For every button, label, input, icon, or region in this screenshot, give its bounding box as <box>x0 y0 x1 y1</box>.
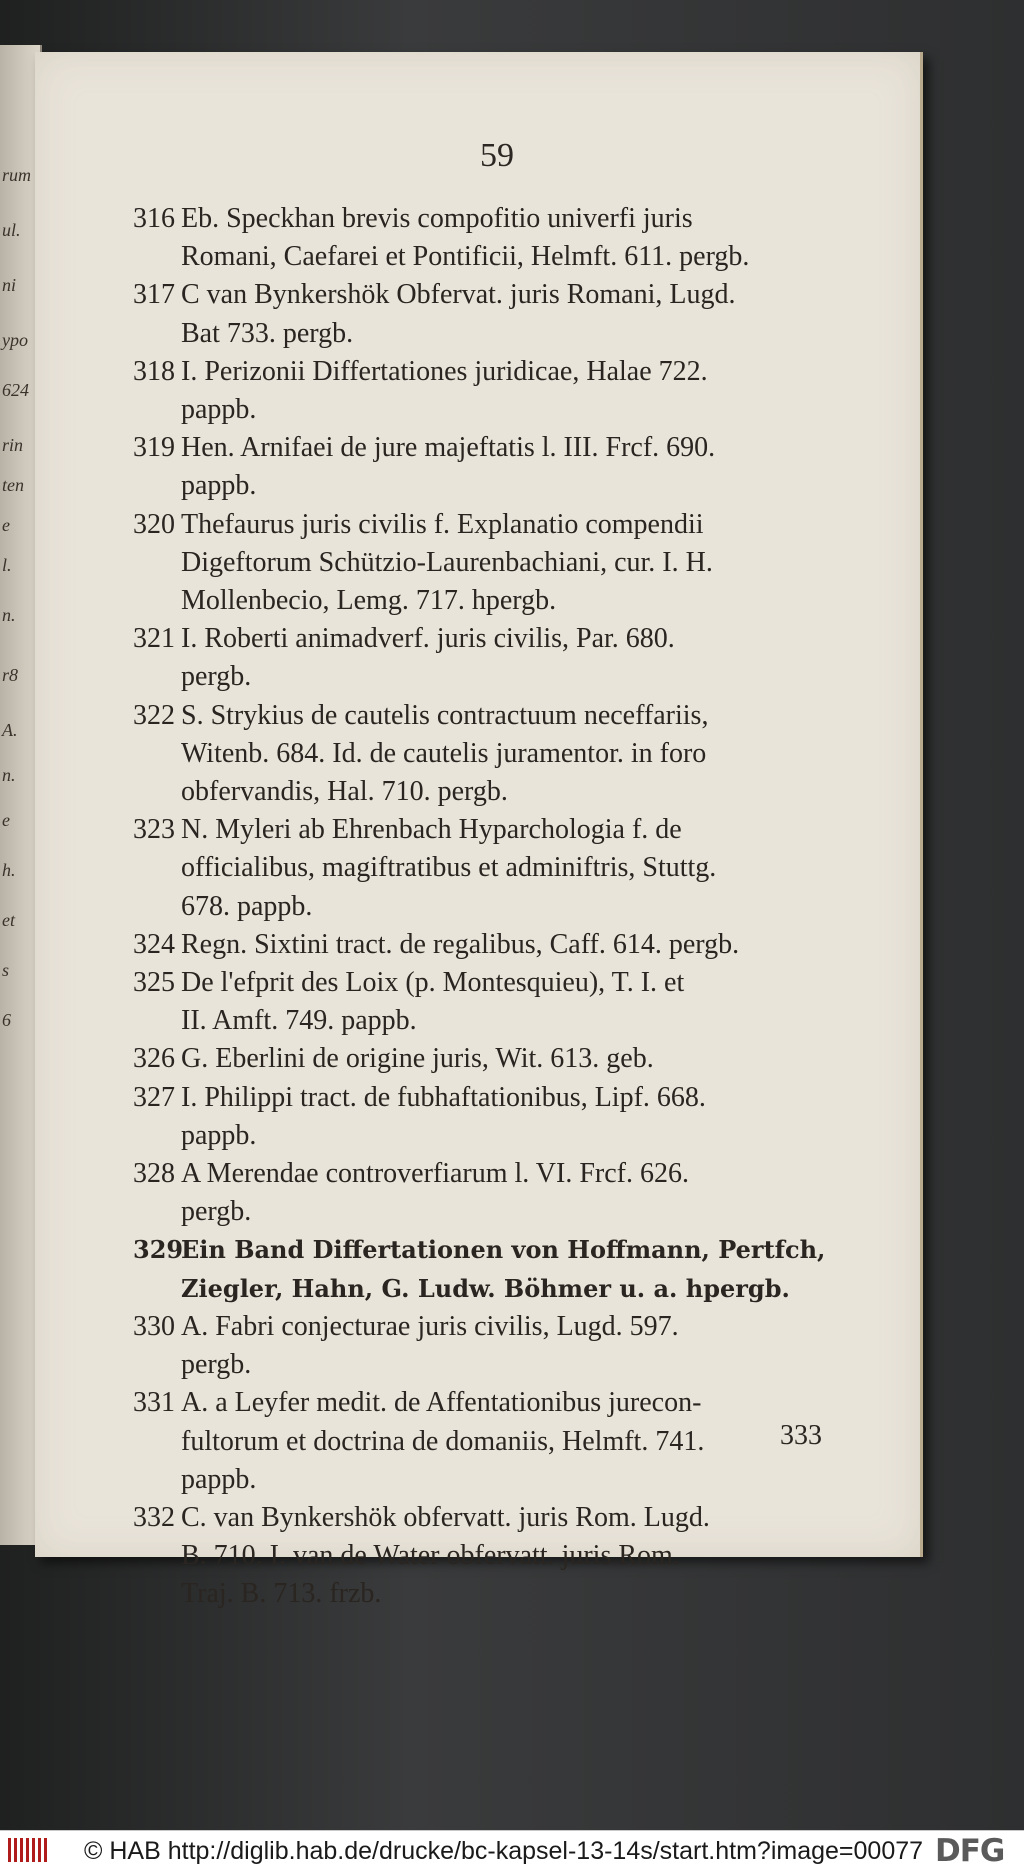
catchword: 333 <box>780 1420 822 1451</box>
margin-fragment: et <box>2 910 15 930</box>
entry-line: pergb. <box>181 661 252 693</box>
entry-line: Hen. Arnifaei de jure majeftatis l. III. Frcf. 690. <box>181 432 716 464</box>
catalog-entry <box>133 200 858 276</box>
catalog-entry <box>133 1231 858 1307</box>
entry-line: S. Strykius de cautelis contractuum neceffariis, <box>181 699 709 731</box>
entry-line: A. a Leyfer medit. de Affentationibus jurecon- <box>181 1387 702 1419</box>
catalog-entry <box>133 429 858 505</box>
entry-number: 324 <box>133 928 175 960</box>
entry-line: II. Amft. 749. pappb. <box>181 1005 417 1037</box>
footer-bar <box>0 1830 1024 1869</box>
entry-line: Ziegler, Hahn, G. Ludw. Böhmer u. a. hpergb. <box>181 1273 790 1303</box>
entry-line: Romani, Caefarei et Pontificii, Helmft. 611. pergb. <box>181 241 750 273</box>
entry-number: 318 <box>133 355 175 387</box>
entry-line: Mollenbecio, Lemg. 717. hpergb. <box>181 585 557 617</box>
margin-fragment: 624 <box>2 380 29 400</box>
entry-number: 316 <box>133 203 175 234</box>
entry-line: N. Myleri ab Ehrenbach Hyparchologia f. de <box>181 814 682 846</box>
entry-line: Witenb. 684. Id. de cautelis juramentor. in foro <box>181 737 707 769</box>
entry-line: Eb. Speckhan brevis compofitio univerfi juris <box>181 203 693 234</box>
margin-fragment: s <box>2 960 10 980</box>
catalog-entries <box>133 200 858 1614</box>
catalog-entry <box>133 811 858 926</box>
entry-line: A Merendae controverfiarum l. VI. Frcf. 626. <box>181 1158 689 1190</box>
entry-line: Thefaurus juris civilis f. Explanatio compendii <box>181 508 704 540</box>
entry-line: Regn. Sixtini tract. de regalibus, Caff. 614. pergb. <box>181 928 740 960</box>
entry-line: I. Perizonii Differtationes juridicae, Halae 722. <box>181 355 708 387</box>
margin-fragment: rin <box>2 435 24 455</box>
margin-fragment: ypo <box>2 330 28 350</box>
catalog-entry <box>133 1384 858 1499</box>
source-url[interactable]: © HAB http://diglib.hab.de/drucke/bc-kapsel-13-14s/start.htm?image=00077 <box>84 1837 924 1865</box>
entry-line: I. Roberti animadverf. juris civilis, Par. 680. <box>181 623 675 655</box>
entry-line: B. 710. I. van de Water obfervatt. juris Rom. <box>181 1540 680 1572</box>
entry-number: 330 <box>133 1310 175 1342</box>
dfg-logo: DFG <box>935 1833 1005 1869</box>
entry-number: 323 <box>133 814 175 846</box>
margin-fragment: n. <box>2 765 16 785</box>
catalog-entry <box>133 697 858 812</box>
entry-line: pappb. <box>181 1463 257 1495</box>
entry-number: 325 <box>133 967 175 999</box>
entry-number: 317 <box>133 279 175 311</box>
catalog-entry <box>133 1499 858 1614</box>
entry-line: 678. pappb. <box>181 890 313 922</box>
catalog-entry <box>133 506 858 621</box>
entry-line: pappb. <box>181 394 257 426</box>
margin-fragment: e <box>2 515 10 535</box>
entry-line: fultorum et doctrina de domaniis, Helmft. 741. <box>181 1425 705 1457</box>
margin-fragment: ni <box>2 275 17 295</box>
entry-number: 326 <box>133 1043 175 1075</box>
book-page <box>35 52 923 1610</box>
entry-number: 327 <box>133 1081 175 1113</box>
entry-line: officialibus, magiftratibus et adminiftris, Stuttg. <box>181 852 717 884</box>
barcode-icon <box>8 1838 48 1862</box>
catalog-entry <box>133 926 858 964</box>
catalog-entry <box>133 1308 858 1384</box>
entry-number: 321 <box>133 623 175 655</box>
entry-number: 329 <box>133 1235 184 1265</box>
catalog-entry <box>133 1155 858 1231</box>
entry-line: I. Philippi tract. de fubhaftationibus, Lipf. 668. <box>181 1081 706 1113</box>
entry-line: pappb. <box>181 1119 257 1151</box>
catalog-entry <box>133 620 858 696</box>
entry-line: G. Eberlini de origine juris, Wit. 613. geb. <box>181 1043 654 1075</box>
margin-fragment: n. <box>2 605 16 625</box>
margin-fragment: ten <box>2 475 24 495</box>
entry-line: Digeftorum Schützio-Laurenbachiani, cur. I. H. <box>181 546 713 578</box>
margin-fragment: e <box>2 810 10 830</box>
entry-number: 319 <box>133 432 175 464</box>
margin-fragment: 6 <box>2 1010 11 1030</box>
entry-number: 332 <box>133 1501 175 1533</box>
margin-fragment: A. <box>2 720 18 740</box>
margin-fragment: r8 <box>2 665 19 685</box>
entry-number: 322 <box>133 699 175 731</box>
catalog-entry <box>133 1079 858 1155</box>
entry-line: Bat 733. pergb. <box>181 317 354 349</box>
margin-fragment: h. <box>2 860 16 880</box>
entry-line: pergb. <box>181 1196 252 1228</box>
catalog-entry <box>133 353 858 429</box>
margin-fragment: ul. <box>2 220 21 240</box>
entry-line: Traj. B. 713. frzb. <box>181 1578 382 1610</box>
catalog-entry <box>133 964 858 1040</box>
margin-fragment: l. <box>2 555 12 575</box>
entry-number: 320 <box>133 508 175 540</box>
entry-line: C. van Bynkershök obfervatt. juris Rom. Lugd. <box>181 1501 710 1533</box>
catalog-entry <box>133 276 858 352</box>
entry-line: Ein Band Differtationen von Hoffmann, Pertfch, <box>181 1235 826 1265</box>
entry-number: 331 <box>133 1387 175 1419</box>
entry-line: A. Fabri conjecturae juris civilis, Lugd. 597. <box>181 1310 679 1342</box>
entry-line: obfervandis, Hal. 710. pergb. <box>181 776 508 808</box>
entry-line: C van Bynkershök Obfervat. juris Romani, Lugd. <box>181 279 736 311</box>
entry-line: pappb. <box>181 470 257 502</box>
entry-line: pergb. <box>181 1349 252 1381</box>
entry-line: De l'efprit des Loix (p. Montesquieu), T. I. et <box>181 967 685 999</box>
margin-fragment: rum <box>2 165 32 185</box>
page-number: 59 <box>480 137 514 174</box>
entry-number: 328 <box>133 1158 175 1190</box>
catalog-entry <box>133 1040 858 1078</box>
